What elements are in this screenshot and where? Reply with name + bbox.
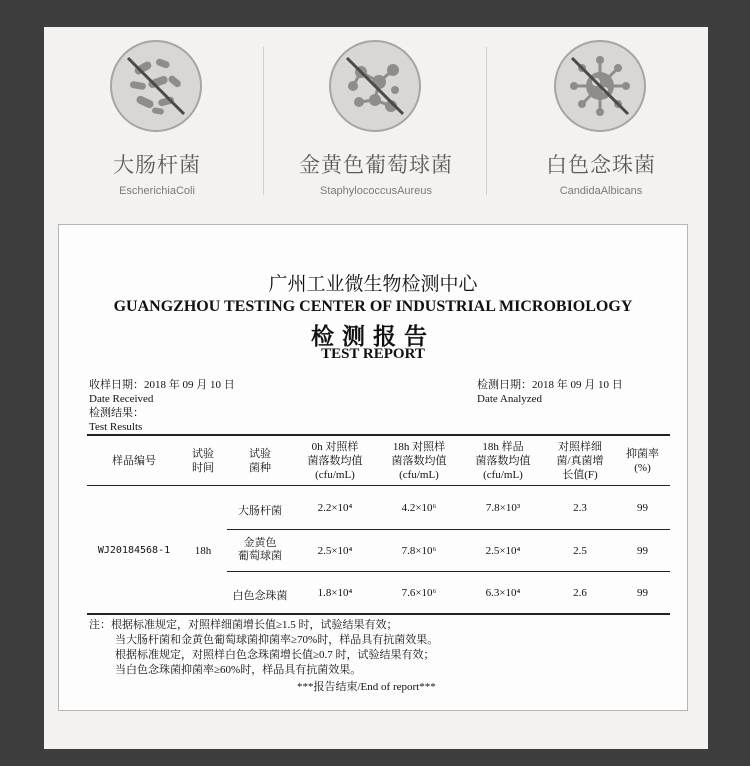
results-label-en: Test Results xyxy=(89,421,143,433)
table-cell-c18: 7.8×10⁶ xyxy=(401,545,437,557)
organism-name-en: CandidaAlbicans xyxy=(559,185,643,197)
table-cell-rate: 99 xyxy=(637,587,648,599)
header-species-line: 试验 xyxy=(249,448,271,460)
organism-panel-candida xyxy=(496,27,706,222)
header-line: 对照样细 xyxy=(558,441,602,453)
coccus-cluster-icon xyxy=(329,40,421,132)
sample-id: WJ20184568-1 xyxy=(97,545,171,556)
report-subtitle-cn: 检测报告 xyxy=(311,323,435,350)
virus-fungus-icon xyxy=(554,40,646,132)
header-line: (cfu/mL) xyxy=(483,469,523,481)
table-cell-c0: 2.5×10⁴ xyxy=(317,545,353,557)
report-title-cn: 广州工业微生物检测中心 xyxy=(268,273,478,295)
date-received-cn: 收样日期：2018 年 09 月 10 日 xyxy=(89,379,235,391)
table-cell-s18: 2.5×10⁴ xyxy=(485,545,521,557)
table-row-species: 白色念珠菌 xyxy=(232,590,288,602)
header-sample-18h xyxy=(461,440,545,482)
note-line: 根据标准规定，对照样白色念珠菌增长值≥0.7 时，试验结果有效； xyxy=(115,649,435,661)
header-line: 菌落数均值 xyxy=(475,455,531,467)
header-time-line: 时间 xyxy=(192,462,214,474)
header-control-0h xyxy=(293,440,377,482)
header-line: 菌/真菌增 xyxy=(556,455,604,467)
table-cell-c18: 4.2×10⁶ xyxy=(401,502,437,514)
table-cell-rate: 99 xyxy=(637,545,648,557)
organism-name-en: EscherichiaColi xyxy=(119,185,195,197)
species-line: 葡萄球菌 xyxy=(238,550,282,562)
organism-name-cn: 大肠杆菌 xyxy=(113,153,201,177)
header-line: (cfu/mL) xyxy=(399,469,439,481)
report-subtitle-en: TEST REPORT xyxy=(321,346,425,362)
date-analyzed-cn: 检测日期：2018 年 09 月 10 日 xyxy=(477,379,623,391)
test-report-document xyxy=(58,224,688,711)
note-line: 当大肠杆菌和金黄色葡萄球菌抑菌率≥70%时，样品具有抗菌效果。 xyxy=(115,634,439,646)
date-analyzed xyxy=(477,378,623,406)
header-line: (cfu/mL) xyxy=(315,469,355,481)
table-cell-f: 2.3 xyxy=(573,502,587,514)
table-header-rule xyxy=(87,485,670,486)
note-line: 当白色念珠菌抑菌率≥60%时，样品具有抗菌效果。 xyxy=(115,664,362,676)
bacillus-bacteria-icon xyxy=(110,40,202,132)
table-top-rule xyxy=(87,434,670,436)
header-line: 菌落数均值 xyxy=(307,455,363,467)
header-time-line: 试验 xyxy=(192,448,214,460)
table-cell-c18: 7.6×10⁶ xyxy=(401,587,437,599)
column-divider xyxy=(263,47,264,195)
table-row-rule xyxy=(227,571,670,572)
header-line: 菌落数均值 xyxy=(391,455,447,467)
results-label-cn: 检测结果： xyxy=(89,407,144,419)
organism-name-cn: 金黄色葡萄球菌 xyxy=(299,153,453,177)
header-line: 18h 样品 xyxy=(482,441,524,453)
report-title-en: GUANGZHOU TESTING CENTER OF INDUSTRIAL MICROBIOLOGY xyxy=(113,298,633,315)
organism-name-cn: 白色念珠菌 xyxy=(546,153,656,177)
test-time: 18h xyxy=(194,545,212,557)
header-time xyxy=(179,447,227,475)
header-sample-no: 样品编号 xyxy=(112,455,156,467)
card-background xyxy=(44,27,708,749)
header-species-line: 菌种 xyxy=(249,462,271,474)
table-row-species: 大肠杆菌 xyxy=(238,505,282,517)
header-line: 抑菌率 xyxy=(626,448,659,460)
header-growth-value xyxy=(545,440,615,482)
organism-panel-staph xyxy=(271,27,481,222)
date-received xyxy=(89,378,235,434)
header-line: 0h 对照样 xyxy=(311,441,359,453)
table-cell-f: 2.6 xyxy=(573,587,587,599)
table-row-species xyxy=(227,537,293,563)
date-analyzed-en: Date Analyzed xyxy=(477,393,543,405)
organism-panel-ecoli xyxy=(52,27,262,222)
table-cell-f: 2.5 xyxy=(573,545,587,557)
table-cell-c0: 2.2×10⁴ xyxy=(317,502,353,514)
header-species xyxy=(227,447,293,475)
table-cell-s18: 7.8×10³ xyxy=(485,502,521,514)
table-cell-rate: 99 xyxy=(637,502,648,514)
end-of-report: ***报告结束/End of report*** xyxy=(297,681,436,693)
table-cell-c0: 1.8×10⁴ xyxy=(317,587,353,599)
header-line: 18h 对照样 xyxy=(392,441,446,453)
header-line: (%) xyxy=(634,462,651,474)
species-line: 金黄色 xyxy=(243,537,277,549)
table-bottom-rule xyxy=(87,613,670,615)
note-line: 注：根据标准规定，对照样细菌增长值≥1.5 时，试验结果有效； xyxy=(89,619,398,631)
header-line: 长值(F) xyxy=(562,469,598,481)
header-control-18h xyxy=(377,440,461,482)
table-row-rule xyxy=(227,529,670,530)
column-divider xyxy=(486,47,487,195)
date-received-en: Date Received xyxy=(89,393,154,405)
organism-name-en: StaphylococcusAureus xyxy=(320,185,432,197)
table-cell-s18: 6.3×10⁴ xyxy=(485,587,521,599)
header-inhibition-rate xyxy=(615,447,670,475)
